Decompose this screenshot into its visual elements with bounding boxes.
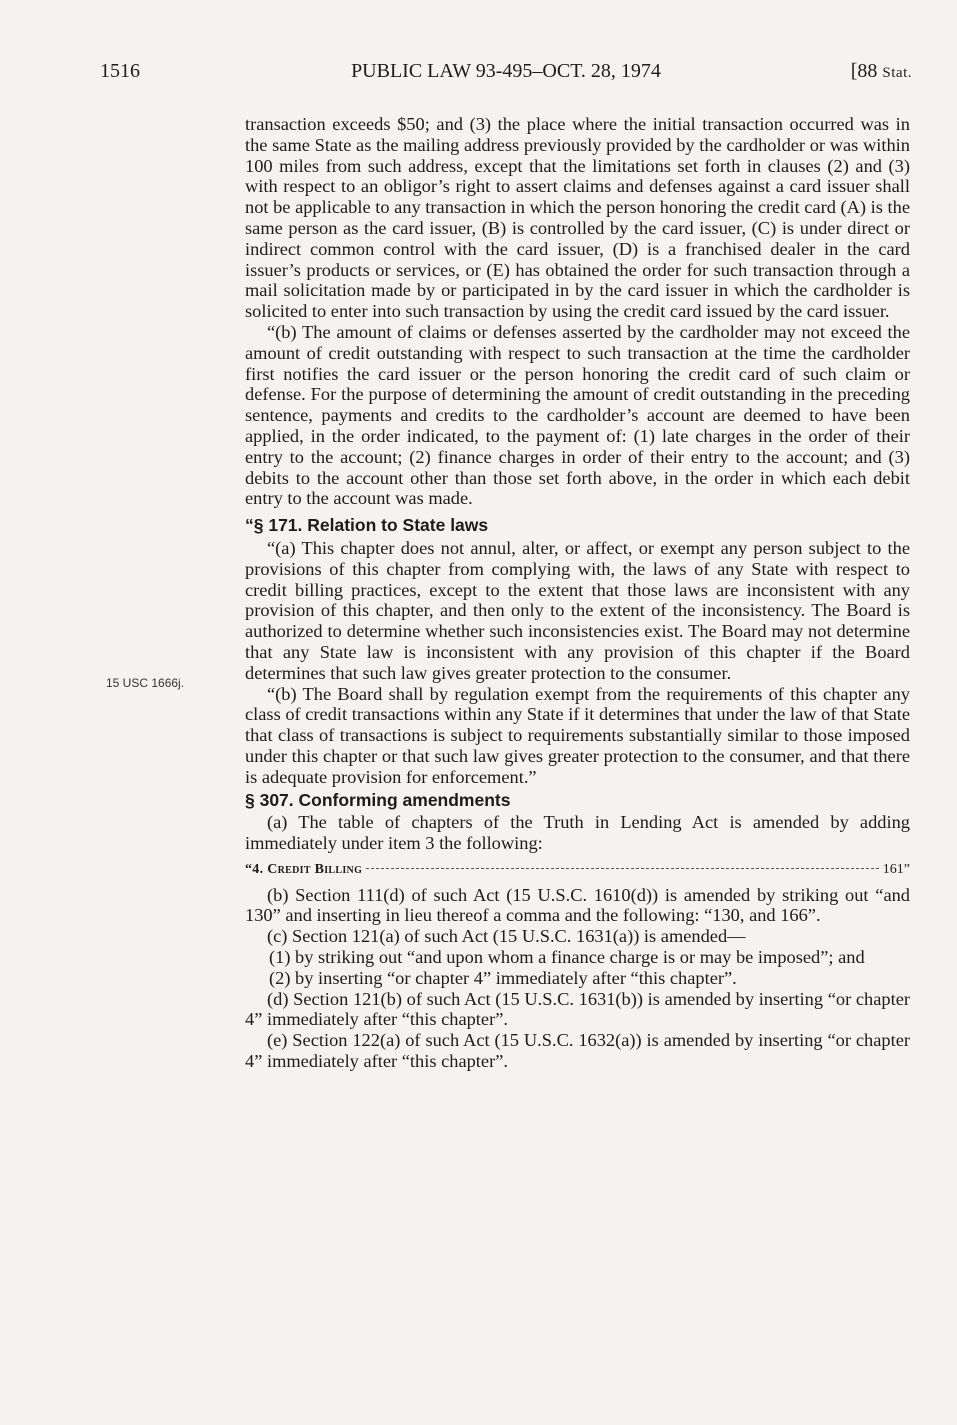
toc-value: 161” [882, 861, 910, 877]
paragraph-307-e: (e) Section 122(a) of such Act (15 U.S.C. 1632(a)) is amended by inserting “or chapter 4” immediately after “this chapter”. [245, 1030, 910, 1072]
paragraph-307-c-1: (1) by striking out “and upon whom a finance charge is or may be imposed”; and [269, 947, 865, 968]
paragraph-continuation: transaction exceeds $50; and (3) the place where the initial transaction occurred was in the same State as the mailing address previously provided by the cardholder or was within 100 miles from such address, except that the limitations set forth in clauses (2) and (3) with respect to an obligor’s right to assert claims and defenses against a card issuer shall not be applicable to any transaction in which the person honoring the credit card (A) is the same person as the card issuer, (B) is controlled by the card issuer, (C) is under direct or indirect common control with the card issuer, (D) is a franchised dealer in the card issuer’s products or services, or (E) has obtained the order for such transaction through a mail solicitation made by or participated in by the card issuer in which the cardholder is solicited to enter into such transaction by using the credit card issued by the card issuer. [245, 114, 910, 322]
paragraph-307-c-2: (2) by inserting “or chapter 4” immediately after “this chapter”. [269, 967, 737, 988]
toc-leader-dots [366, 868, 879, 869]
paragraph-307-d: (d) Section 121(b) of such Act (15 U.S.C. 1631(b)) is amended by inserting “or chapter 4” immediately after “this chapter”. [245, 988, 910, 1030]
paragraph-307-b: (b) Section 111(d) of such Act (15 U.S.C. 1610(d)) is amended by striking out “and 130” and inserting in lieu thereof a comma and the following: “130, and 166”. [245, 884, 910, 926]
running-title: PUBLIC LAW 93-495–OCT. 28, 1974 [351, 60, 661, 82]
statute-reference [851, 60, 912, 83]
paragraph-307-a: (a) The table of chapters of the Truth in Lending Act is amended by adding immediately under item 3 the following: [245, 812, 910, 854]
toc-label: “4. Credit Billing [245, 861, 363, 877]
paragraph-subsection-b: “(b) The amount of claims or defenses asserted by the cardholder may not exceed the amount of credit outstanding with respect to such transaction at the time the cardholder first notifies the card issuer or the person honoring the credit card of such claim or defense. For the purpose of determining the amount of credit outstanding in the preceding sentence, payments and credits to the cardholder’s account are deemed to have been applied, in the order indicated, to the payment of: (1) late charges in the order of their entry to the account; (2) finance charges in order of their entry to the account; and (3) debits to the account other than those set forth above, in the order in which each debit entry to the account was made. [245, 321, 910, 509]
paragraph-307-c: (c) Section 121(a) of such Act (15 U.S.C. 1631(a)) is amended— [267, 926, 746, 947]
margin-citation: 15 USC 1666j. [106, 676, 185, 690]
table-of-chapters-entry [245, 860, 910, 881]
page-number: 1516 [100, 60, 140, 82]
paragraph-171-a: “(a) This chapter does not annul, alter, or affect, or exempt any person subject to the provisions of this chapter from complying with, the laws of any State with respect to credit billing practices, except to the extent that those laws are inconsistent with any provision of this chapter, and then only to the extent of the inconsistency. The Board is authorized to determine whether such inconsistencies exist. The Board may not determine that any State law is inconsistent with any provision of this chapter if the Board determines that such law gives greater protection to the consumer. [245, 537, 910, 683]
page-header [100, 60, 912, 88]
body-text [245, 114, 910, 1072]
statute-word: Stat. [882, 65, 912, 81]
paragraph-171-b: “(b) The Board shall by regulation exempt from the requirements of this chapter any class of credit transactions within any State if it determines that under the law of that State that class of transactions is subject to requirements substantially similar to those imposed under this chapter or that such law gives greater protection to the consumer, and that there is adequate provision for enforcement.” [245, 683, 910, 787]
section-heading-307: § 307. Conforming amendments [245, 789, 511, 810]
section-heading-171: “§ 171. Relation to State laws [245, 515, 489, 536]
statute-volume: [88 [850, 60, 883, 82]
